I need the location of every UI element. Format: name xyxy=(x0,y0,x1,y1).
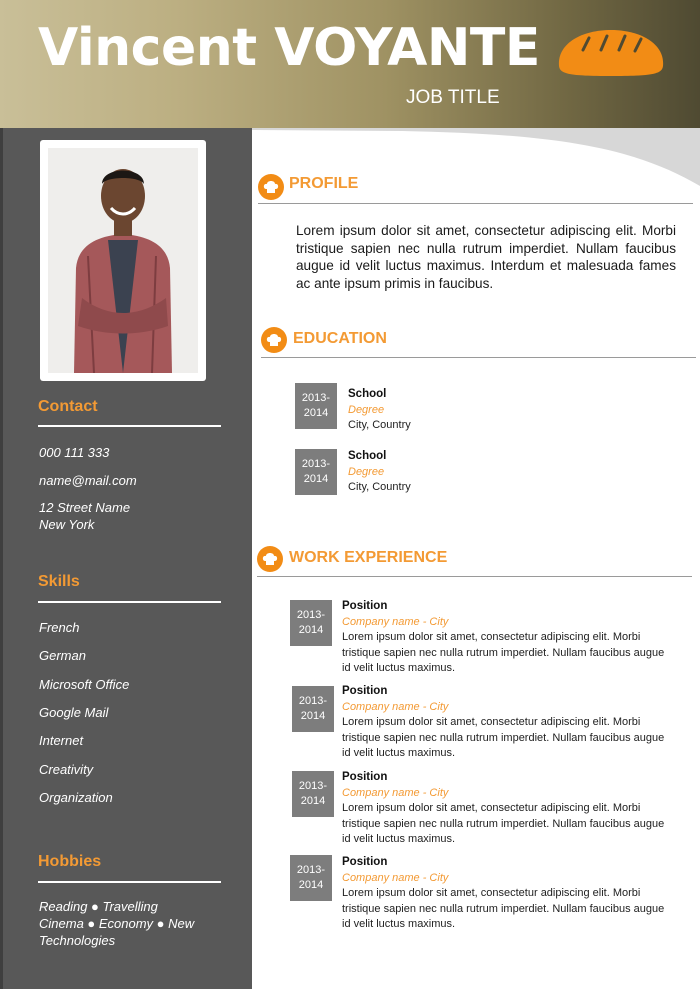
work-position: Position xyxy=(342,685,388,697)
work-heading: WORK EXPERIENCE xyxy=(289,549,448,566)
hobbies-line: Technologies xyxy=(39,933,116,948)
work-year-box: 2013- 2014 xyxy=(292,686,334,732)
hobbies-heading: Hobbies xyxy=(38,853,102,870)
hobbies-line: Cinema ● Economy ● New xyxy=(39,916,195,931)
work-company: Company name - City xyxy=(342,700,449,713)
work-description: Lorem ipsum dolor sit amet, consectetur adipiscing elit. Morbi tristique sapien nec nulla rutrum imperdiet. Nullam faucibus augue id velit luctus maximus. xyxy=(342,887,665,930)
chef-hat-icon xyxy=(261,327,287,353)
portrait-photo xyxy=(48,148,198,373)
contact-divider xyxy=(38,425,221,427)
work-description: Lorem ipsum dolor sit amet, consectetur adipiscing elit. Morbi tristique sapien nec nulla rutrum imperdiet. Nullam faucibus augue id velit luctus maximus. xyxy=(342,631,665,674)
contact-address-line1: 12 Street Name xyxy=(39,500,131,515)
education-divider xyxy=(261,357,696,358)
profile-divider xyxy=(258,203,693,204)
contact-address-line2: New York xyxy=(39,517,95,532)
education-entry xyxy=(348,449,411,496)
education-year-box: 2013- 2014 xyxy=(295,449,337,495)
work-entry xyxy=(342,684,672,762)
work-company: Company name - City xyxy=(342,615,449,628)
profile-text: Lorem ipsum dolor sit amet, consectetur adipiscing elit. Morbi tristique sapien nec nulla rutrum imperdiet. Nullam faucibus augue id velit luctus maximus. Interdum et malesuada fames ac ante ipsum primis in faucibus. xyxy=(296,223,676,291)
work-entry xyxy=(342,770,672,848)
contact-phone: 000 111 333 xyxy=(39,445,110,460)
education-degree: Degree xyxy=(348,465,385,478)
hobbies-line: Reading ● Travelling xyxy=(39,899,158,914)
work-year-box: 2013- 2014 xyxy=(290,600,332,646)
work-year-box: 2013- 2014 xyxy=(290,855,332,901)
education-year-box: 2013- 2014 xyxy=(295,383,337,429)
skill-item: Creativity xyxy=(39,762,94,777)
education-entry xyxy=(348,387,411,434)
skill-item: Organization xyxy=(39,790,113,805)
work-entry xyxy=(342,855,672,933)
work-description: Lorem ipsum dolor sit amet, consectetur adipiscing elit. Morbi tristique sapien nec nulla rutrum imperdiet. Nullam faucibus augue id velit luctus maximus. xyxy=(342,716,665,759)
sidebar-edge xyxy=(0,128,3,989)
education-location: City, Country xyxy=(348,481,411,493)
education-degree: Degree xyxy=(348,403,385,416)
work-position: Position xyxy=(342,771,388,783)
work-year-box: 2013- 2014 xyxy=(292,771,334,817)
skill-item: Google Mail xyxy=(39,705,109,720)
skill-item: Microsoft Office xyxy=(39,677,130,692)
contact-heading: Contact xyxy=(38,398,98,415)
skill-item: German xyxy=(39,648,86,663)
profile-heading: PROFILE xyxy=(289,175,359,192)
education-school: School xyxy=(348,450,387,462)
work-divider xyxy=(257,576,692,577)
work-company: Company name - City xyxy=(342,871,449,884)
education-location: City, Country xyxy=(348,419,411,431)
hobbies-divider xyxy=(38,881,221,883)
person-name: Vincent VOYANTE xyxy=(38,18,540,78)
bread-icon xyxy=(555,26,667,78)
work-company: Company name - City xyxy=(342,786,449,799)
education-school: School xyxy=(348,388,387,400)
chef-hat-icon xyxy=(258,174,284,200)
skill-item: French xyxy=(39,620,80,635)
skills-divider xyxy=(38,601,221,603)
chef-hat-icon xyxy=(257,546,283,572)
work-position: Position xyxy=(342,600,388,612)
skill-item: Internet xyxy=(39,733,84,748)
skills-heading: Skills xyxy=(38,573,80,590)
work-position: Position xyxy=(342,856,388,868)
work-description: Lorem ipsum dolor sit amet, consectetur adipiscing elit. Morbi tristique sapien nec nulla rutrum imperdiet. Nullam faucibus augue id velit luctus maximus. xyxy=(342,802,665,845)
job-title: JOB TITLE xyxy=(406,87,500,108)
education-heading: EDUCATION xyxy=(293,330,387,347)
contact-email: name@mail.com xyxy=(39,473,137,488)
work-entry xyxy=(342,599,672,677)
